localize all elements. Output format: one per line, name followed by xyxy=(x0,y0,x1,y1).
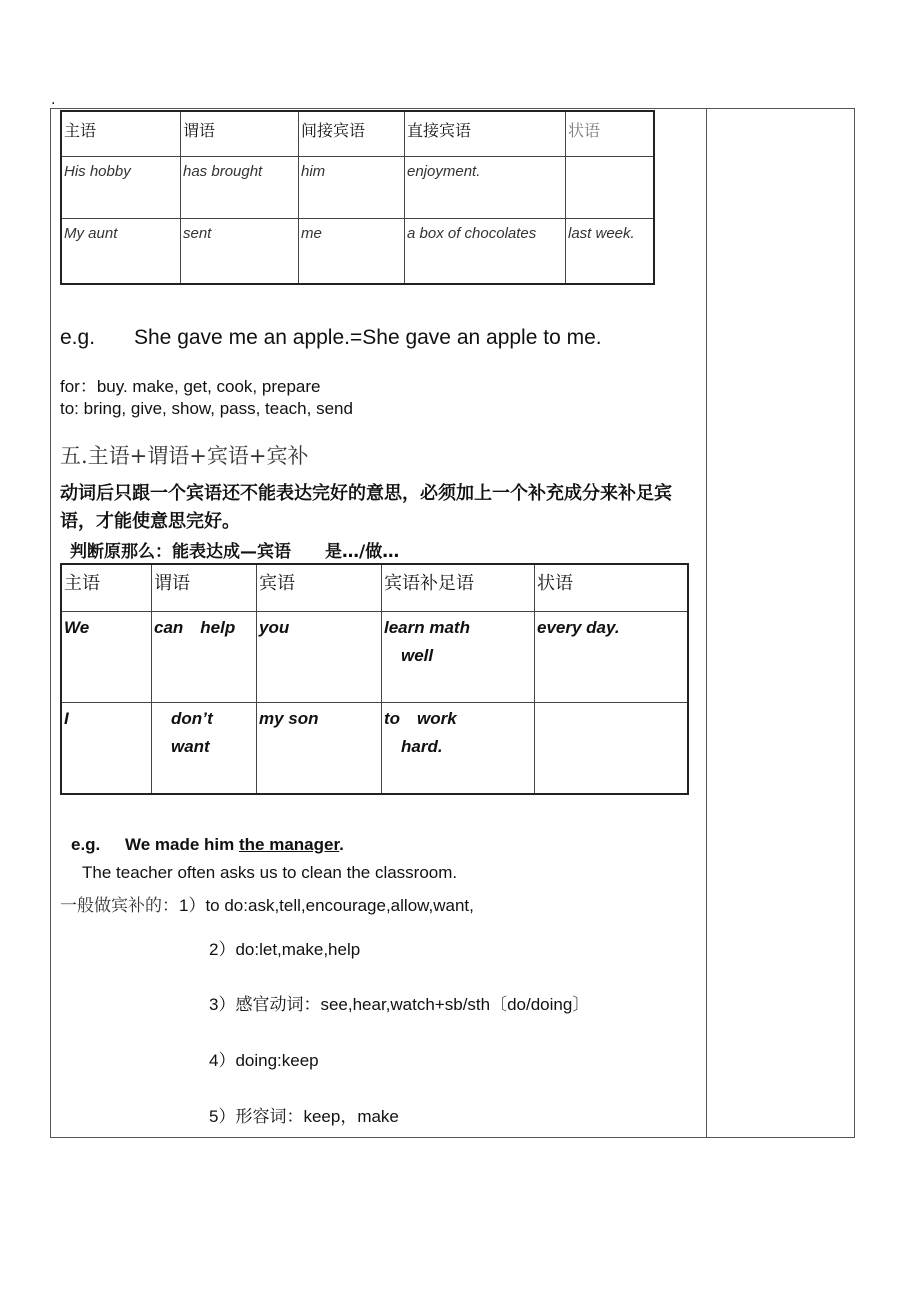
table-cell: don’t want xyxy=(152,703,257,795)
example-suffix: . xyxy=(339,835,344,854)
example-sentence-2 xyxy=(71,835,344,855)
teacher-sentence: The teacher often asks us to clean the classroom. xyxy=(82,863,458,882)
example-label: e.g. xyxy=(71,835,101,854)
table-cell: a box of chocolates xyxy=(405,219,566,285)
header-cell: 谓语 xyxy=(181,111,299,157)
complement-item: 4）doing:keep xyxy=(209,1051,319,1070)
header-cell: 宾语 xyxy=(257,564,382,612)
table-cell: I xyxy=(61,703,152,795)
general-complement-line xyxy=(60,891,474,916)
description-paragraph: 动词后只跟一个宾语还不能表达完好的意思，必须加上一个补充成分来补足宾语，才能使意思完好。 xyxy=(60,483,672,532)
general-item-1: 1）to do:ask,tell,encourage,allow,want, xyxy=(179,896,474,915)
table-row xyxy=(61,157,654,219)
header-cell: 状语 xyxy=(566,111,655,157)
general-prefix: 一般做宾补的： xyxy=(60,896,179,916)
example-text: She gave me an apple.=She gave an apple to me. xyxy=(134,326,602,349)
example-label: e.g. xyxy=(60,326,96,349)
table-cell: to work hard. xyxy=(382,703,535,795)
table-row xyxy=(61,612,688,703)
table-cell: We xyxy=(61,612,152,703)
header-cell: 主语 xyxy=(61,111,181,157)
example-sentence-1 xyxy=(60,326,602,350)
header-cell: 间接宾语 xyxy=(299,111,405,157)
table-cell: my son xyxy=(257,703,382,795)
table-object-complement xyxy=(60,563,689,795)
header-cell: 主语 xyxy=(61,564,152,612)
underlined-complement: the manager xyxy=(239,835,340,854)
table-cell: learn math well xyxy=(382,612,535,703)
example-prefix: We made him xyxy=(125,835,239,854)
complement-item: 5）形容词：keep，make xyxy=(209,1107,399,1126)
table-cell: every day. xyxy=(535,612,689,703)
table-cell: can help xyxy=(152,612,257,703)
table-cell: My aunt xyxy=(61,219,181,285)
for-verbs-line: for：buy. make, get, cook, prepare xyxy=(60,377,321,396)
column-divider xyxy=(706,109,707,1137)
table-cell: you xyxy=(257,612,382,703)
table-cell: last week. xyxy=(566,219,655,285)
table-row xyxy=(61,219,654,285)
judge-rule: 判断原那么：能表达成—宾语 是…/做… xyxy=(70,542,400,562)
table-cell: His hobby xyxy=(61,157,181,219)
page-dot: . xyxy=(51,92,56,108)
header-cell: 直接宾语 xyxy=(405,111,566,157)
table-row xyxy=(61,703,688,795)
table-cell: sent xyxy=(181,219,299,285)
header-cell: 状语 xyxy=(535,564,689,612)
section-title: 五.主语+谓语+宾语+宾补 xyxy=(60,444,309,468)
table-cell: has brought xyxy=(181,157,299,219)
table-cell xyxy=(566,157,655,219)
header-cell: 宾语补足语 xyxy=(382,564,535,612)
table-double-object xyxy=(60,110,655,285)
table-cell xyxy=(535,703,689,795)
table-cell: me xyxy=(299,219,405,285)
table-cell: him xyxy=(299,157,405,219)
complement-item: 3）感官动词：see,hear,watch+sb/sth〔do/doing〕 xyxy=(209,995,590,1014)
complement-item: 2）do:let,make,help xyxy=(209,940,361,959)
to-verbs-line: to: bring, give, show, pass, teach, send xyxy=(60,399,353,418)
table-cell: enjoyment. xyxy=(405,157,566,219)
header-cell: 谓语 xyxy=(152,564,257,612)
